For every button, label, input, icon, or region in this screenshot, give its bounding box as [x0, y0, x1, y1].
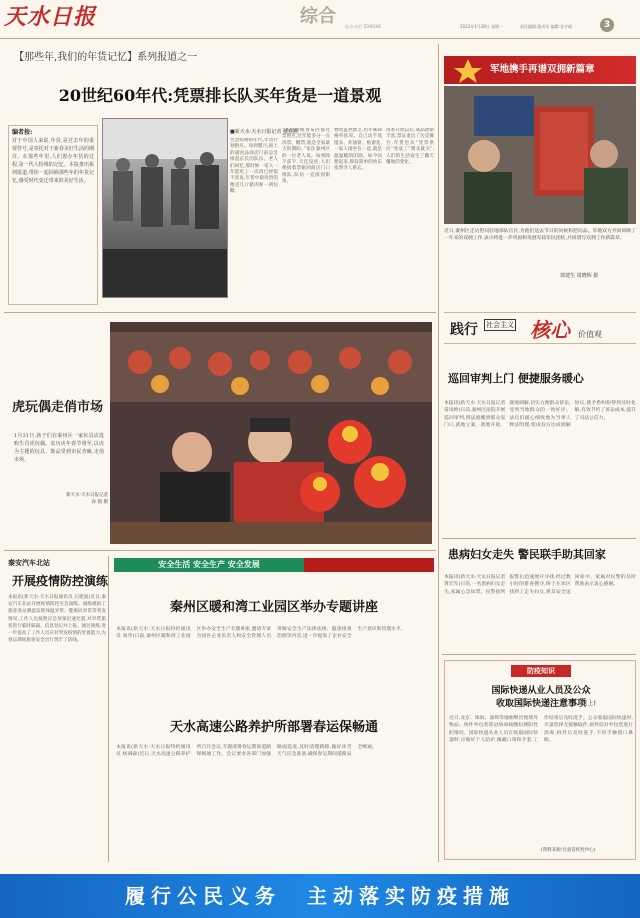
- core-values-highlight: 核心: [530, 318, 570, 342]
- safety-body-2: 本报讯(新天水·天水日报特约通讯员 杨满森)近日,天水高速公路养护所召开会议,专题部署春运期间道路保畅通工作。会议要求各部门加强路面巡查,及时清理路障,做好冰雪天气应急准备,确保春运期间道路安全畅通。: [116, 745, 377, 758]
- photo-story-credit: 新天水·天水日报记者 孙 镇 摄: [66, 493, 108, 505]
- editor-note-title: 编者按:: [12, 129, 33, 136]
- footer-slogan-bar: [0, 874, 640, 918]
- military-banner-text: 军地携手再谱双拥新篇章: [490, 64, 595, 75]
- series-column-3: 物资虽然匮乏,但年味却格外浓厚。自己动手蒸馒头、炸油饼、贴窗花,一家人围坐在一起,就是最温暖的团圆。如今回想起来,那份简单的快乐依然令人难忘。: [334, 128, 382, 172]
- photo-story-headline: 虎玩偶走俏市场: [12, 400, 104, 415]
- editor-credit: 责任编辑:蒲成军 编辑:张宇晴: [520, 24, 572, 29]
- page-number-badge: 3: [600, 18, 614, 32]
- military-photo: [444, 86, 636, 224]
- issue-date: 2022年1月28日 星期一: [460, 24, 504, 29]
- core-values-suffix: 价值观: [578, 330, 602, 339]
- series-column-2: “那时候粮食布匹都凭票供应,过年能多分一点肉票、糖票,就是全家最大的期盼。”家住秦州区的一位老人说。每到除夕前夕,天还没亮,人们便揣着票据到商店门口排队,队伍一直排到街角。: [282, 128, 330, 185]
- photo-story-caption: 1月31日,孩子们在秦州区一家玩具店选购生肖虎玩偶。农历虎年春节将至,以虎为主题的玩具、饰品受到市民青睐,走俏市场。: [14, 433, 104, 463]
- section-subtitle: 综合·专栏 ZONGHE: [345, 24, 382, 29]
- safety-banner-text: 安全生活 安全生产 安全发展: [114, 558, 304, 572]
- series-kicker: 【那些年,我们的年货记忆】系列报道之一: [14, 52, 198, 63]
- tour-headline: 巡回审判上门 便捷服务暖心: [448, 372, 584, 385]
- military-credit: 郭建生 周晓辉 摄: [560, 273, 599, 279]
- lost-body: 本报讯(新天水·天水日报记者 黄宏军)日前,一名患病妇女走失,家属心急如焚。民警接到报警后迅速展开寻找,经过数小时的排查搜寻,终于在郊区找到了走失妇女,将其安全送回家中。家属对民警的及时帮助表示衷心感谢。: [444, 575, 636, 595]
- knowledge-box: [444, 660, 636, 860]
- core-values-banner: [444, 312, 636, 344]
- knowledge-tag: 防疫知识: [511, 665, 571, 677]
- section-name: 综合: [300, 6, 336, 27]
- newspaper-logo: 天水日报: [4, 4, 97, 30]
- knowledge-body: 近日,北京、珠海、深圳等地相继出现境外物品、快件外包装新冠病毒核酸检测阳性的情况。国际快递从业人员在收取国际快递时,应做好个人防护,佩戴口罩和手套,工作结束后及时洗手。公众收取国际快递时,尽量选择无接触取件,拆件前对外包装进行消毒,拆件后及时洗手,不用手触摸口鼻眼。: [449, 716, 633, 744]
- safety-headline-2: 天水高速公路养护所部署春运保畅通: [169, 720, 378, 735]
- tiger-toy-photo: [110, 322, 432, 544]
- series-headline: 20世纪60年代:凭票排长队买年货是一道景观: [58, 86, 382, 105]
- core-values-middle: 社会主义: [486, 321, 514, 329]
- core-values-prefix: 践行: [450, 322, 478, 338]
- knowledge-source: (资料来源:甘肃省疾控中心): [541, 848, 596, 853]
- military-caption: 近日,秦州区走访慰问驻地部队官兵,为他们送去节日的问候和慰问品。军地双方共同回顾了一年来的双拥工作,表示将进一步巩固和发展军政军民团结,共同谱写双拥工作新篇章。: [444, 229, 636, 241]
- tour-body: 本报讯(新天水·天水日报记者 雷雨婷)日前,秦州区法院开展巡回审判,将法庭搬到群众家门口,就地立案、就地开庭、就地调解,切实方便群众诉讼,受到当地群众的一致好评。法官们耐心细致地为当事人释法明理,促成双方达成调解协议,使矛盾纠纷得到及时化解,有效节约了诉讼成本,提升了司法公信力。: [444, 401, 636, 429]
- masthead: [0, 0, 640, 40]
- series-byline: ■新天水·天水日报记者 蔡春燕: [230, 129, 298, 135]
- safety-banner: [114, 558, 434, 572]
- knowledge-sub: (上): [585, 700, 596, 707]
- brief-org: 秦安汽车北站: [8, 559, 50, 567]
- lost-headline: 患病妇女走失 警民联手助其回家: [448, 548, 606, 561]
- brief-headline: 开展疫情防控演练: [12, 574, 109, 588]
- brief-body: 本报讯(新天水·天水日报通讯员 石建波)近日,秦安汽车北站开展疫情防控应急演练。演练模拟了旅客进站测温发现体温异常、健康码异常等突发情况,工作人员按照应急预案迅速处置,对异常旅客进行临时隔离、信息登记并上报。通过演练,进一步提高了工作人员应对突发疫情的处置能力,为春运期间旅客安全出行筑牢了防线。: [8, 595, 106, 644]
- knowledge-headline: 国际快递从业人员及公众 收取国际快递注意事项: [491, 686, 591, 709]
- series-column-1: 凭票购物的年代,年货计划供应。每到腊月,街上的副食品商店门前总会排起长长的队伍。老人们回忆,那时候一家人一年能吃上一次肉已经很不容易,年货中最珍贵的便是几斤猪肉和一两包糖。: [230, 138, 278, 195]
- editor-note-text: 对于中国人来说,年货,是过去年的重要符号,是寄托对于新春美好生活的期许。在那些年里,人们置办年货的过程,是一代人特殊的记忆。本报推出系列报道,带你一起回顾那些年的年货记忆,感受时代变迁带来的美好生活。: [12, 138, 94, 184]
- historic-photo: [102, 118, 228, 298]
- footer-slogan: 履行公民义务 主动落实防疫措施: [125, 884, 515, 908]
- editor-note-box: [8, 125, 98, 305]
- military-banner: [444, 56, 636, 84]
- safety-headline-1: 秦州区暖和湾工业园区举办专题讲座: [169, 600, 378, 615]
- series-column-4: 改革开放以后,商品逐渐丰富,票证退出了历史舞台,年货也从“凭票供应”变成了“想买就买”,人们的生活发生了翻天覆地的变化。: [386, 128, 434, 166]
- safety-body-1: 本报讯(新天水·天水日报特约通讯员 刘华)日前,秦州区暖和湾工业园区举办安全生产专题讲座,邀请专家为园区企业负责人和安全管理人员讲解安全生产法律法规、隐患排查治理等内容,进一步提高了企业安全生产意识和管理水平。: [116, 627, 406, 640]
- photo-story-text: [8, 322, 108, 542]
